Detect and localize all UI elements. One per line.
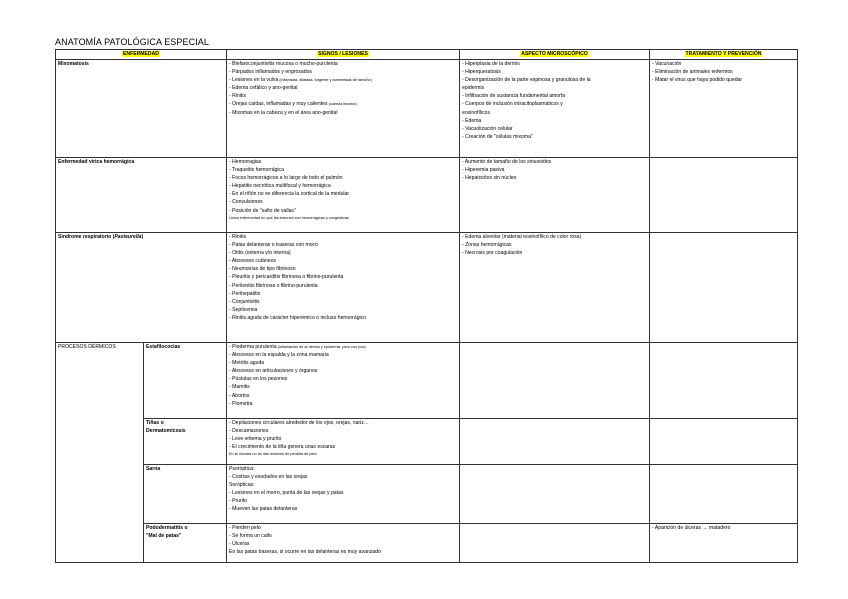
header-microscopico: ASPECTO MICROSCÓPICO	[460, 50, 650, 60]
signo-item: - Patas delanteras o traseras con moco	[229, 242, 318, 249]
row-vrica	[56, 158, 798, 233]
tratamiento-item: - Eliminación de animales enfermos	[652, 69, 733, 76]
signo-item: - Mixomas en la cabeza y en el área ano-genital	[229, 109, 338, 116]
signo-item: - Focos hemorrágicos a lo largo de todo el pulmón	[229, 175, 343, 182]
disease-name: Pododermatitis o "Mal de patas"	[144, 524, 227, 563]
micro-item: - Aumento de tamaño de los sinusoides	[462, 159, 552, 165]
signo-item: En las patas traseras, si ocurre en las delanteras es muy avanzado	[229, 549, 381, 556]
signo-item: - Leve eritema y prurito	[229, 436, 282, 443]
signo-item: - Neumonías de tipo fibrinoso	[229, 266, 296, 273]
signo-item: - Edema cefálico y ano-genital	[229, 85, 298, 92]
signo-item: - Conjuntivitis	[229, 298, 260, 305]
micro-cell	[460, 524, 650, 563]
signo-item: - Septicemia	[229, 306, 258, 313]
micro-cell	[460, 465, 650, 524]
tratamiento-item: - Vacunación	[652, 61, 682, 67]
signo-item: - Costras y exudados en las orejas	[229, 474, 308, 481]
disease-name: Mixomatosis	[56, 60, 227, 158]
signos-note: Única enfermedad en que las lesiones son hemorrágicas y congestivas	[229, 215, 349, 220]
signos-cell	[227, 465, 460, 524]
signo-item: - Perihepatitis	[229, 290, 261, 297]
signo-item: - Descamaciones	[229, 428, 269, 435]
micro-cell	[460, 343, 650, 419]
tratamiento-cell	[650, 524, 798, 563]
signo-item: - Depilaciones circulares alrededor de los ojos, orejas, nariz…	[229, 420, 369, 426]
signo-item: - Mamitis	[229, 384, 250, 391]
pathogen-name: Pasteurella	[114, 234, 142, 240]
signo-item: - Rinitis	[229, 93, 246, 100]
signos-note: En la micosis no se dan lesiones de pérdida de pelo	[229, 452, 317, 457]
signos-cell	[227, 233, 460, 343]
signo-item: - Rinitis	[229, 234, 246, 240]
micro-item: eosinofílicos	[462, 109, 491, 116]
signo-item: - Abscesos en articulaciones y órganos	[229, 368, 318, 375]
signos-cell	[227, 524, 460, 563]
signo-item: - Rinitis aguda de carácter hiperémico o incluso hemorrágico	[229, 314, 367, 321]
micro-item: - Cuerpos de inclusión intracitoplasmáticos y	[462, 101, 563, 108]
signo-item: - Pioderma purulenta (inflamación de la dermis y epidermis, pero con pus)	[229, 344, 366, 350]
signo-item: - Lesiones en la vulva (inflamada, dilatada, turgente y aumentada de tamaño)	[229, 77, 372, 84]
row-tinas	[56, 419, 798, 465]
micro-cell	[460, 419, 650, 465]
signos-cell	[227, 419, 460, 465]
micro-item: - Hiperqueratosis	[462, 69, 501, 76]
disease-name: Enfermedad vírica hemorrágica	[56, 158, 227, 233]
signo-item: - Otitis (externa y/o interna)	[229, 250, 291, 257]
micro-item: - Infiltración de sustancia fundamental amorfa	[462, 93, 566, 100]
micro-item: epidermis	[462, 85, 485, 92]
signo-detail: (cabeza leonina)	[327, 102, 357, 107]
micro-item: - Zonas hemorrágicas	[462, 242, 512, 249]
signo-item: - En el riñón no se diferencia la cortical de la medular	[229, 191, 350, 198]
signo-item: - Lesiones en el morro, punta de las orejas y patas	[229, 490, 344, 497]
signo-item: - Metritis aguda	[229, 360, 265, 367]
header-row	[56, 50, 798, 60]
row-estafilococias	[56, 343, 798, 419]
tratamiento-cell	[650, 343, 798, 419]
signo-item: - Blefaroconjuntivitis mucosa o mucho-purulenta	[229, 61, 338, 67]
micro-cell	[460, 158, 650, 233]
document-title: ANATOMÍA PATOLÓGICA ESPECIAL	[55, 37, 210, 47]
signos-cell	[227, 60, 460, 158]
signo-item: - Pústulas en los pezones	[229, 376, 288, 383]
signo-item: - Hepatitis necrótica multifocal y hemorrágica	[229, 183, 331, 190]
signo-item: - Orejas caídas, inflamadas y muy calientes (cabeza leonina)	[229, 101, 357, 108]
signo-item: - Piometra	[229, 400, 253, 407]
signo-item: - Prurito	[229, 498, 248, 505]
group-name: PROCESOS DÉRMICOS	[56, 343, 144, 563]
pathology-table	[55, 49, 798, 563]
micro-item: - Edema alveolar (material eosinofílico de color rosa)	[462, 234, 582, 240]
signos-cell	[227, 343, 460, 419]
row-pododermatitis	[56, 524, 798, 563]
tratamiento-cell	[650, 419, 798, 465]
tratamiento-cell	[650, 233, 798, 343]
signo-item: - El crecimiento de la tiña genera unas escaras	[229, 444, 336, 451]
micro-item: - Vacuolización celular	[462, 125, 513, 132]
disease-name: Síndrome respiratorio (Pasteurella)	[56, 233, 227, 343]
tratamiento-item: - Matar el virus que haya podido quedar	[652, 77, 743, 84]
disease-name: Sarna	[144, 465, 227, 524]
micro-item: - Hiperplasia de la dermis	[462, 61, 520, 67]
signo-item: Sorópticas:	[229, 482, 255, 489]
signo-item: - Traqueitis hemorrágica	[229, 167, 284, 174]
tratamiento-cell	[650, 465, 798, 524]
header-signos: SIGNOS / LESIONES	[227, 50, 460, 60]
signo-detail: (inflamada, dilatada, turgente y aumentada de tamaño)	[278, 78, 372, 83]
micro-cell	[460, 60, 650, 158]
disease-name: Tiñas o Dermatomicosis	[144, 419, 227, 465]
signo-item: - Pleuritis y pericarditis fibrinosa o fibrino-purulenta	[229, 274, 344, 281]
signo-item: - Abortos	[229, 392, 250, 399]
micro-item: - Creación de "células mixoma"	[462, 133, 533, 140]
micro-item: - Desorganización de la parte espinosa y granulosa de la	[462, 77, 591, 84]
signo-item: - Párpados inflamados y engrosados	[229, 69, 312, 76]
signo-detail: (inflamación de la dermis y epidermis, pero con pus)	[276, 345, 366, 349]
signo-item: - Mueven las patas delanteras	[229, 506, 298, 513]
row-sarna	[56, 465, 798, 524]
micro-item: - Edema	[462, 117, 482, 124]
signo-item: - Pierden pelo	[229, 525, 261, 531]
signo-item: - Úlceras	[229, 541, 250, 548]
micro-cell	[460, 233, 650, 343]
tratamiento-cell	[650, 158, 798, 233]
micro-item: - Hiperemia pasiva	[462, 167, 505, 174]
signo-item: Psoróptica:	[229, 466, 255, 472]
signo-item: - Hemorragias	[229, 159, 262, 165]
signo-item: - Peritonitis fibrinosa o fibrino-purulenta	[229, 282, 318, 289]
tratamiento-cell	[650, 60, 798, 158]
row-respiratorio	[56, 233, 798, 343]
micro-item: - Necrosis por coagulación	[462, 250, 523, 257]
signo-item: - Abscesos cutáneos	[229, 258, 277, 265]
signo-item: - Se forma un callo	[229, 533, 272, 540]
micro-item: - Hepatocitos sin núcleo	[462, 175, 517, 182]
signos-cell	[227, 158, 460, 233]
signo-item: - Posición de "salto de vallas"	[229, 207, 296, 214]
header-enfermedad: ENFERMEDAD	[56, 50, 227, 60]
disease-name: Estafilococias	[144, 343, 227, 419]
header-tratamiento: TRATAMIENTO Y PREVENCIÓN	[650, 50, 798, 60]
tratamiento-item: - Aparición de úlceras → matadero	[652, 525, 731, 531]
row-mixomatosis	[56, 60, 798, 158]
signo-item: - Abscesos en la espalda y la zona mamaria	[229, 352, 329, 359]
signo-item: - Convulsiones	[229, 199, 263, 206]
